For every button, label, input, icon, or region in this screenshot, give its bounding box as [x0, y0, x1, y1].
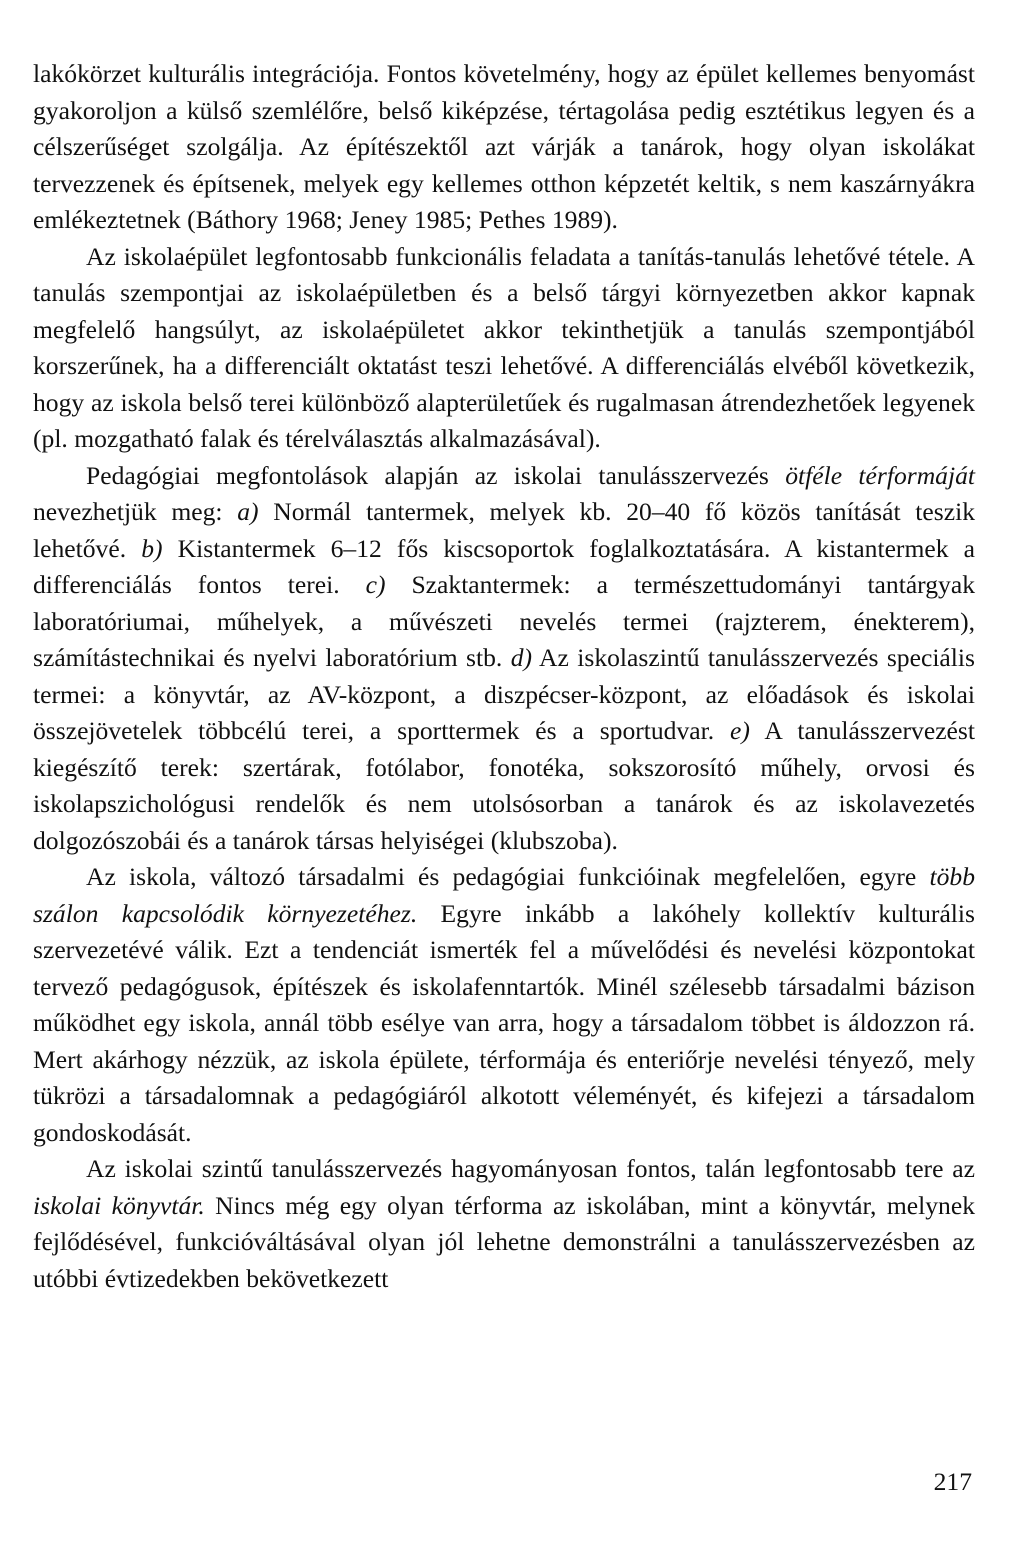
- page-number: 217: [933, 1467, 972, 1496]
- paragraph-p1: [33, 56, 975, 239]
- italic-text: ötféle térformáját: [785, 460, 975, 490]
- text-run: Egyre inkább a lakóhely kollektív kulturális szervezetévé válik. Ezt a tendenciát ismerték fel a művelődési és nevelési központokat tervező pedagógusok, építészek és iskolafenntartók. Minél szélesebb társadalmi bázison működhet egy iskola, annál több esélye van arra, hogy a társadalom többet is áldozzon rá. Mert akárhogy nézzük, az iskola épülete, térformája és enteriőrje nevelési tényező, mely tükrözi a társadalomnak a pedagógiáról alkotott véleményét, és kifejezi a társadalom gondoskodását.: [33, 898, 975, 1147]
- text-run: A tanulásszervezést kiegészítő terek: szertárak, fotólabor, fonotéka, sokszorosító műhely, orvosi és iskolapszichológusi rendelők és nem utolsósorban a tanárok és az iskolavezetés dolgozószobái és a tanárok társas helyiségei (klubszoba).: [33, 716, 975, 855]
- text-run: Az iskolai szintű tanulásszervezés hagyományosan fontos, talán legfontosabb tere az: [86, 1154, 975, 1183]
- text-run: nevezhetjük meg:: [33, 497, 238, 526]
- italic-text: iskolai könyvtár.: [33, 1190, 205, 1220]
- italic-text: több szálon kapcsolódik környezetéhez.: [33, 862, 975, 928]
- body-text: [33, 56, 975, 1297]
- italic-text: c): [365, 570, 386, 599]
- text-run: Kistantermek 6–12 fős kiscsoportok foglalkoztatására. A kistantermek a differenciálás fontos terei.: [33, 533, 975, 599]
- text-run: Nincs még egy olyan térforma az iskolában, mint a könyvtár, melynek fejlődésével, funkcióváltásával olyan jól lehetne demonstrálni a tanulásszervezésben az utóbbi évtizedekben bekövetkezett: [33, 1190, 975, 1293]
- paragraph-p3: [33, 458, 975, 860]
- text-run: Szaktantermek: a természettudományi tantárgyak laboratóriumai, műhelyek, a művészeti nevelés termei (rajzterem, énekterem), számítástechnikai és nyelvi laboratórium stb.: [33, 570, 975, 672]
- text-run: Normál tantermek, melyek kb. 20–40 fő közös tanítását teszik lehetővé.: [33, 497, 975, 563]
- document-page: [33, 56, 975, 1297]
- text-run: Az iskolaépület legfontosabb funkcionális feladata a tanítás-tanulás lehetővé tétele. A tanulás szempontjai az iskolaépületben és a belső tárgyi környezetben akkor kapnak megfelelő hangsúlyt, az iskolaépületet akkor tekinthetjük a tanulás szempontjából korszerűnek, ha a differenciált oktatást teszi lehetővé. A differenciálás elvéből következik, hogy az iskola belső terei különböző alapterületűek és rugalmasan átrendezhetőek legyenek (pl. mozgatható falak és térelválasztás alkalmazásával).: [33, 241, 975, 453]
- paragraph-p2: [33, 239, 975, 458]
- text-run: Pedagógiai megfontolások alapján az iskolai tanulásszervezés: [86, 460, 786, 490]
- italic-text: d): [510, 643, 533, 672]
- text-run: Az iskolaszintű tanulásszervezés speciális termei: a könyvtár, az AV-központ, a diszpécser-központ, az előadások és iskolai összejövetelek többcélú terei, a sporttermek és a sportudvar.: [33, 643, 975, 745]
- paragraph-p4: [33, 859, 975, 1151]
- paragraph-p5: [33, 1151, 975, 1297]
- text-run: lakókörzet kulturális integrációja. Fontos követelmény, hogy az épület kellemes benyomást gyakoroljon a külső szemlélőre, belső kiképzése, tértagolása pedig esztétikus legyen és a célszerűséget szolgálja. Az építészektől azt várják a tanárok, hogy olyan iskolákat tervezzenek és építsenek, melyek egy kellemes otthon képzetét keltik, s nem kaszárnyákra emlékeztetnek (Báthory 1968; Jeney 1985; Pethes 1989).: [33, 59, 975, 234]
- italic-text: a): [237, 497, 259, 526]
- text-run: Az iskola, változó társadalmi és pedagógiai funkcióinak megfelelően, egyre: [86, 862, 930, 891]
- italic-text: e): [730, 716, 750, 745]
- italic-text: b): [141, 533, 163, 563]
